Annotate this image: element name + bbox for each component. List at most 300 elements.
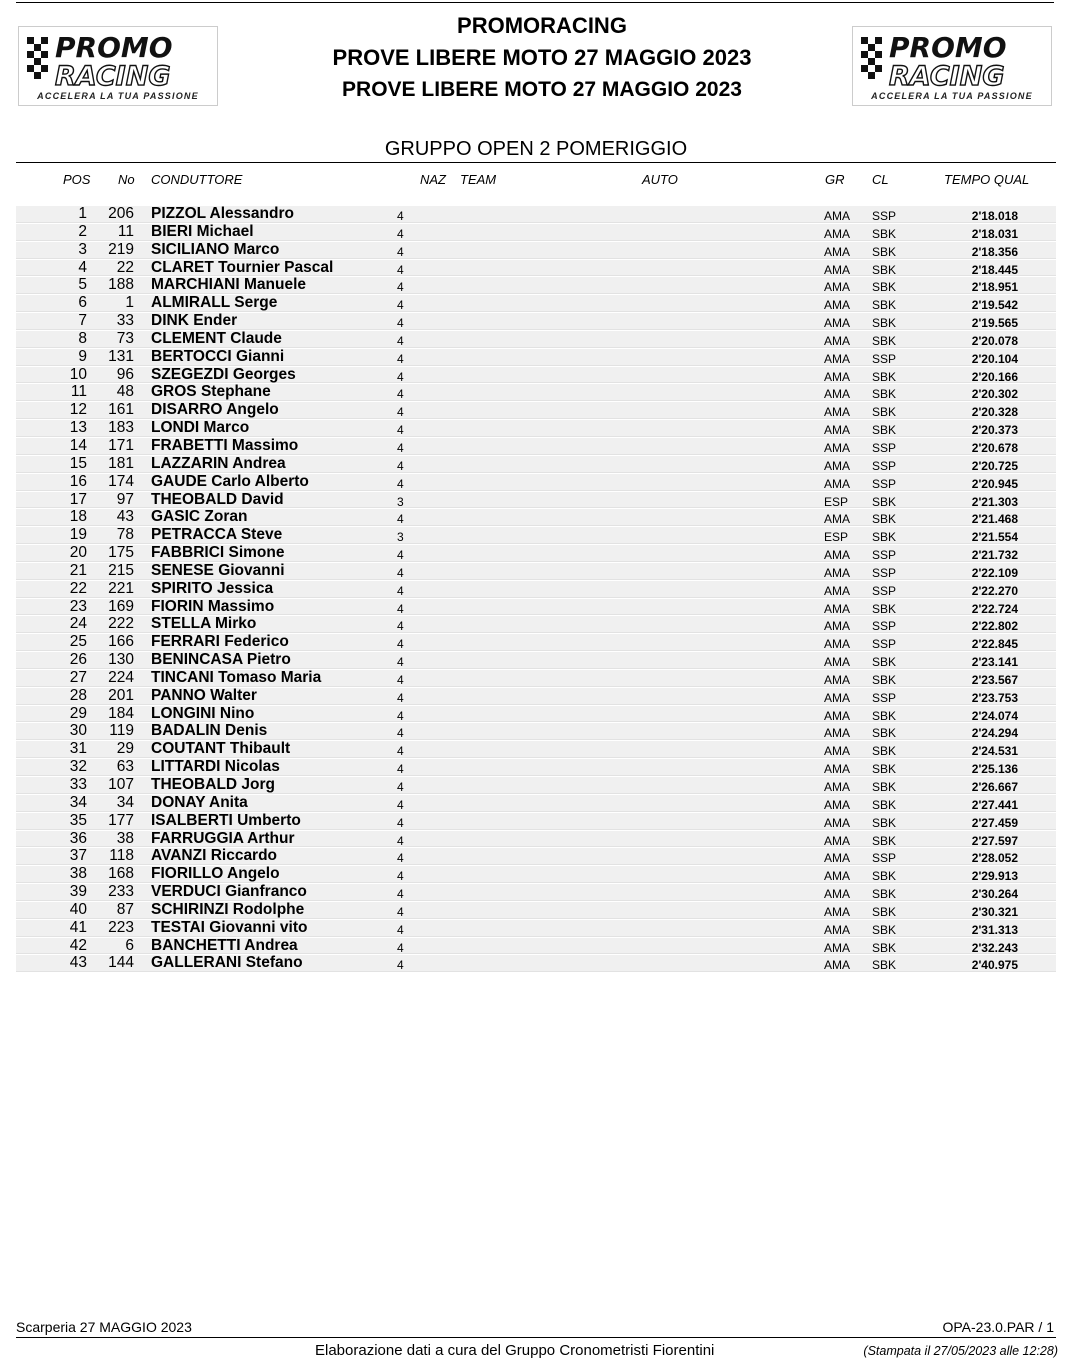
cell-naz: 4 xyxy=(397,369,404,384)
cell-driver: DISARRO Angelo xyxy=(151,401,279,419)
cell-pos: 13 xyxy=(69,419,87,437)
cell-gr: ESP xyxy=(824,494,849,509)
cell-gr: AMA xyxy=(824,548,851,563)
cell-gr: AMA xyxy=(824,209,851,223)
cell-naz: 4 xyxy=(397,762,404,777)
cell-gr: AMA xyxy=(824,476,851,491)
cell-number: 166 xyxy=(108,633,134,651)
cell-pos: 21 xyxy=(69,561,87,579)
cell-naz: 4 xyxy=(397,583,404,598)
cell-number: 222 xyxy=(108,615,134,633)
cell-pos: 37 xyxy=(69,847,87,865)
table-row xyxy=(16,740,1056,758)
cell-naz: 4 xyxy=(397,209,404,223)
cell-time: 2'21.554 xyxy=(971,530,1018,545)
table-row xyxy=(16,722,1056,740)
cell-time: 2'21.732 xyxy=(971,548,1018,563)
table-row xyxy=(16,687,1056,705)
cell-naz: 4 xyxy=(397,797,404,812)
cell-cl: SBK xyxy=(872,958,897,973)
print-timestamp: (Stampata il 27/05/2023 alle 12:28) xyxy=(863,1344,1058,1358)
event-organizer-title: PROMORACING xyxy=(457,13,627,38)
cell-driver: FERRARI Federico xyxy=(151,633,289,651)
cell-naz: 4 xyxy=(397,351,404,366)
cell-driver: THEOBALD David xyxy=(151,490,284,508)
col-header-cl: CL xyxy=(872,172,889,187)
cell-gr: AMA xyxy=(824,940,851,955)
document-code: OPA-23.0.PAR / 1 xyxy=(942,1319,1054,1335)
timing-credit: Elaborazione dati a cura del Gruppo Cronometristi Fiorentini xyxy=(315,1342,715,1359)
cell-gr: AMA xyxy=(824,637,851,652)
cell-time: 2'32.243 xyxy=(971,940,1018,955)
table-row xyxy=(16,901,1056,919)
cell-time: 2'21.303 xyxy=(971,494,1018,509)
cell-number: 201 xyxy=(108,686,134,704)
cell-driver: GALLERANI Stefano xyxy=(151,954,303,972)
table-row xyxy=(16,562,1056,580)
cell-number: 119 xyxy=(109,722,134,740)
cell-time: 2'31.313 xyxy=(971,922,1018,937)
cell-pos: 2 xyxy=(78,222,87,240)
logo-word-racing: RACING xyxy=(55,61,171,92)
cell-time: 2'22.724 xyxy=(971,601,1018,616)
col-header-driver: CONDUTTORE xyxy=(151,172,243,187)
cell-pos: 9 xyxy=(78,347,87,365)
cell-cl: SSP xyxy=(872,458,897,473)
cell-number: 174 xyxy=(108,472,134,490)
cell-driver: PETRACCA Steve xyxy=(151,526,283,544)
cell-gr: AMA xyxy=(824,601,851,616)
cell-time: 2'18.445 xyxy=(971,262,1018,277)
cell-number: 181 xyxy=(108,454,134,472)
cell-cl: SBK xyxy=(872,262,897,277)
promoracing-logo-right xyxy=(852,26,1052,106)
cell-cl: SBK xyxy=(872,815,897,830)
cell-number: 22 xyxy=(116,258,134,276)
cell-driver: BERTOCCI Gianni xyxy=(151,347,285,365)
cell-number: 171 xyxy=(108,436,134,454)
cell-gr: AMA xyxy=(824,583,851,598)
cell-driver: GAUDE Carlo Alberto xyxy=(151,472,309,490)
cell-pos: 3 xyxy=(78,240,87,258)
col-header-naz: NAZ xyxy=(420,172,446,187)
cell-number: 29 xyxy=(116,740,134,758)
cell-cl: SBK xyxy=(872,298,897,313)
cell-number: 144 xyxy=(108,954,134,972)
cell-cl: SSP xyxy=(872,637,897,652)
cell-cl: SBK xyxy=(872,797,897,812)
cell-naz: 4 xyxy=(397,922,404,937)
col-header-time: TEMPO QUAL xyxy=(944,172,1030,187)
cell-driver: THEOBALD Jorg xyxy=(151,776,275,793)
cell-pos: 28 xyxy=(69,686,87,704)
table-row xyxy=(16,883,1056,901)
cell-time: 2'40.975 xyxy=(971,958,1018,973)
cell-cl: SBK xyxy=(872,762,897,777)
cell-time: 2'20.302 xyxy=(971,387,1018,402)
cell-cl: SBK xyxy=(872,601,897,616)
cell-driver: FARRUGGIA Arthur xyxy=(151,829,295,847)
cell-gr: AMA xyxy=(824,744,851,759)
logo-word-racing: RACING xyxy=(889,61,1005,92)
cell-driver: SCHIRINZI Rodolphe xyxy=(151,900,305,918)
cell-cl: SSP xyxy=(872,440,897,455)
cell-cl: SBK xyxy=(872,922,897,937)
logo-word-promo: PROMO xyxy=(889,31,1007,64)
cell-number: 43 xyxy=(116,508,134,526)
cell-pos: 27 xyxy=(69,668,87,686)
cell-pos: 4 xyxy=(78,258,87,276)
cell-pos: 42 xyxy=(69,936,87,954)
top-rule xyxy=(16,2,1054,3)
cell-naz: 4 xyxy=(397,637,404,652)
cell-gr: AMA xyxy=(824,904,851,919)
cell-gr: AMA xyxy=(824,922,851,937)
cell-time: 2'20.328 xyxy=(971,405,1018,420)
cell-time: 2'30.321 xyxy=(971,904,1018,919)
cell-naz: 4 xyxy=(397,280,404,295)
cell-number: 1 xyxy=(125,294,134,312)
cell-time: 2'20.104 xyxy=(971,351,1018,366)
cell-number: 215 xyxy=(108,561,134,579)
cell-driver: TESTAI Giovanni vito xyxy=(151,918,308,936)
cell-naz: 4 xyxy=(397,655,404,670)
cell-number: 223 xyxy=(108,918,134,936)
cell-naz: 4 xyxy=(397,851,404,866)
logo-word-promo: PROMO xyxy=(55,31,173,64)
cell-cl: SBK xyxy=(872,387,897,402)
cell-pos: 34 xyxy=(69,793,87,811)
cell-driver: CLARET Tournier Pascal xyxy=(151,258,334,276)
cell-driver: AVANZI Riccardo xyxy=(151,847,278,865)
cell-naz: 4 xyxy=(397,512,404,527)
cell-naz: 4 xyxy=(397,780,404,794)
cell-driver: PIZZOL Alessandro xyxy=(151,205,294,222)
cell-naz: 4 xyxy=(397,726,404,741)
cell-number: 177 xyxy=(108,811,134,829)
cell-cl: SBK xyxy=(872,780,897,794)
cell-gr: AMA xyxy=(824,387,851,402)
cell-driver: TINCANI Tomaso Maria xyxy=(151,668,322,686)
cell-time: 2'20.945 xyxy=(971,476,1018,491)
table-row xyxy=(16,312,1056,330)
cell-gr: AMA xyxy=(824,619,851,634)
cell-number: 219 xyxy=(108,240,134,258)
cell-pos: 10 xyxy=(69,365,87,383)
cell-gr: AMA xyxy=(824,440,851,455)
cell-cl: SBK xyxy=(872,494,897,509)
table-row xyxy=(16,919,1056,937)
cell-gr: AMA xyxy=(824,423,851,438)
cell-cl: SBK xyxy=(872,744,897,759)
cell-gr: AMA xyxy=(824,316,851,331)
cell-cl: SBK xyxy=(872,655,897,670)
cell-gr: ESP xyxy=(824,530,849,545)
cell-driver: DINK Ender xyxy=(151,312,238,330)
cell-number: 34 xyxy=(116,793,134,811)
table-row xyxy=(16,366,1056,384)
col-header-gr: GR xyxy=(825,172,845,187)
col-header-auto: AUTO xyxy=(642,172,678,187)
cell-time: 2'22.109 xyxy=(971,565,1018,580)
table-row xyxy=(16,705,1056,723)
cell-naz: 4 xyxy=(397,548,404,563)
cell-naz: 4 xyxy=(397,672,404,687)
cell-pos: 17 xyxy=(69,490,87,508)
results-table xyxy=(16,205,1056,972)
cell-time: 2'22.270 xyxy=(971,583,1018,598)
table-row xyxy=(16,865,1056,883)
cell-naz: 4 xyxy=(397,458,404,473)
cell-number: 97 xyxy=(116,490,134,508)
cell-pos: 40 xyxy=(69,900,87,918)
cell-number: 107 xyxy=(108,776,134,793)
cell-gr: AMA xyxy=(824,958,851,973)
table-row xyxy=(16,473,1056,491)
cell-gr: AMA xyxy=(824,833,851,848)
cell-pos: 7 xyxy=(78,312,87,330)
cell-number: 73 xyxy=(116,329,134,347)
cell-driver: GASIC Zoran xyxy=(151,508,248,526)
cell-driver: BADALIN Denis xyxy=(151,722,268,740)
cell-cl: SBK xyxy=(872,940,897,955)
cell-naz: 4 xyxy=(397,262,404,277)
cell-driver: SZEGEZDI Georges xyxy=(151,365,296,383)
cell-driver: SENESE Giovanni xyxy=(151,561,285,579)
cell-pos: 5 xyxy=(78,276,87,294)
cell-gr: AMA xyxy=(824,458,851,473)
cell-pos: 19 xyxy=(69,526,87,544)
cell-cl: SBK xyxy=(872,316,897,331)
cell-gr: AMA xyxy=(824,333,851,348)
cell-naz: 4 xyxy=(397,316,404,331)
table-row xyxy=(16,580,1056,598)
table-row xyxy=(16,598,1056,616)
promoracing-logo-left xyxy=(18,26,218,106)
cell-naz: 4 xyxy=(397,833,404,848)
cell-time: 2'27.597 xyxy=(971,833,1018,848)
location-date: Scarperia 27 MAGGIO 2023 xyxy=(16,1319,192,1335)
table-row xyxy=(16,401,1056,419)
cell-time: 2'18.356 xyxy=(971,244,1018,259)
group-title: GRUPPO OPEN 2 POMERIGGIO xyxy=(384,138,688,160)
cell-pos: 39 xyxy=(69,883,87,901)
cell-number: 48 xyxy=(116,383,134,401)
cell-pos: 8 xyxy=(78,329,87,347)
col-header-pos: POS xyxy=(63,172,91,187)
cell-time: 2'18.018 xyxy=(971,209,1018,223)
cell-naz: 4 xyxy=(397,815,404,830)
table-row xyxy=(16,205,1056,223)
table-row xyxy=(16,259,1056,277)
group-rule xyxy=(16,162,1056,163)
cell-naz: 3 xyxy=(397,530,404,545)
table-row xyxy=(16,544,1056,562)
cell-naz: 4 xyxy=(397,690,404,705)
cell-naz: 4 xyxy=(397,333,404,348)
cell-pos: 41 xyxy=(69,918,87,936)
cell-number: 168 xyxy=(108,865,134,883)
cell-number: 130 xyxy=(108,651,134,669)
logo-tagline: ACCELERA LA TUA PASSIONE xyxy=(871,91,1033,101)
cell-number: 188 xyxy=(108,276,134,294)
cell-time: 2'20.078 xyxy=(971,333,1018,348)
cell-pos: 30 xyxy=(69,722,87,740)
cell-driver: SPIRITO Jessica xyxy=(151,579,274,597)
cell-driver: MARCHIANI Manuele xyxy=(151,276,307,294)
table-row xyxy=(16,794,1056,812)
cell-driver: BIERI Michael xyxy=(151,222,254,240)
cell-gr: AMA xyxy=(824,351,851,366)
cell-cl: SSP xyxy=(872,851,897,866)
cell-time: 2'22.845 xyxy=(971,637,1018,652)
table-row xyxy=(16,223,1056,241)
cell-cl: SBK xyxy=(872,280,897,295)
cell-naz: 4 xyxy=(397,476,404,491)
cell-pos: 43 xyxy=(69,954,87,972)
cell-gr: AMA xyxy=(824,262,851,277)
table-row xyxy=(16,937,1056,955)
cell-cl: SBK xyxy=(872,887,897,902)
cell-cl: SSP xyxy=(872,583,897,598)
cell-driver: GROS Stephane xyxy=(151,383,271,401)
cell-pos: 12 xyxy=(69,401,87,419)
cell-driver: ALMIRALL Serge xyxy=(151,294,278,312)
cell-driver: BENINCASA Pietro xyxy=(151,651,291,669)
cell-cl: SBK xyxy=(872,423,897,438)
cell-gr: AMA xyxy=(824,815,851,830)
cell-number: 118 xyxy=(109,847,134,865)
cell-time: 2'21.468 xyxy=(971,512,1018,527)
cell-gr: AMA xyxy=(824,708,851,723)
cell-pos: 36 xyxy=(69,829,87,847)
cell-cl: SSP xyxy=(872,548,897,563)
cell-pos: 35 xyxy=(69,811,87,829)
cell-time: 2'24.531 xyxy=(971,744,1018,759)
table-row xyxy=(16,776,1056,794)
cell-number: 131 xyxy=(108,347,134,365)
table-row xyxy=(16,437,1056,455)
cell-pos: 14 xyxy=(69,436,87,454)
cell-driver: VERDUCI Gianfranco xyxy=(151,883,307,901)
cell-cl: SSP xyxy=(872,351,897,366)
cell-driver: STELLA Mirko xyxy=(151,615,257,633)
cell-gr: AMA xyxy=(824,690,851,705)
cell-naz: 4 xyxy=(397,423,404,438)
cell-cl: SBK xyxy=(872,530,897,545)
cell-time: 2'28.052 xyxy=(971,851,1018,866)
cell-gr: AMA xyxy=(824,797,851,812)
cell-cl: SBK xyxy=(872,672,897,687)
table-row xyxy=(16,276,1056,294)
cell-number: 221 xyxy=(108,579,134,597)
cell-time: 2'29.913 xyxy=(971,869,1018,884)
event-subtitle: PROVE LIBERE MOTO 27 MAGGIO 2023 xyxy=(332,45,752,70)
cell-number: 224 xyxy=(108,668,134,686)
footer-rule xyxy=(16,1337,1056,1338)
cell-naz: 4 xyxy=(397,244,404,259)
cell-time: 2'23.567 xyxy=(971,672,1018,687)
cell-driver: LONGINI Nino xyxy=(151,704,255,722)
cell-naz: 4 xyxy=(397,744,404,759)
cell-driver: FIORILLO Angelo xyxy=(151,865,280,883)
cell-naz: 4 xyxy=(397,887,404,902)
cell-number: 183 xyxy=(108,419,134,437)
cell-gr: AMA xyxy=(824,726,851,741)
cell-number: 233 xyxy=(108,883,134,901)
cell-pos: 24 xyxy=(69,615,87,633)
cell-gr: AMA xyxy=(824,887,851,902)
cell-gr: AMA xyxy=(824,851,851,866)
cell-driver: PANNO Walter xyxy=(151,686,257,704)
cell-number: 161 xyxy=(108,401,134,419)
cell-number: 96 xyxy=(116,365,134,383)
cell-time: 2'20.678 xyxy=(971,440,1018,455)
table-row xyxy=(16,526,1056,544)
cell-cl: SBK xyxy=(872,244,897,259)
cell-cl: SBK xyxy=(872,869,897,884)
cell-cl: SBK xyxy=(872,904,897,919)
cell-pos: 23 xyxy=(69,597,87,615)
cell-gr: AMA xyxy=(824,762,851,777)
cell-cl: SBK xyxy=(872,726,897,741)
cell-gr: AMA xyxy=(824,244,851,259)
cell-naz: 4 xyxy=(397,940,404,955)
cell-pos: 38 xyxy=(69,865,87,883)
cell-time: 2'20.373 xyxy=(971,423,1018,438)
cell-gr: AMA xyxy=(824,298,851,313)
cell-time: 2'20.166 xyxy=(971,369,1018,384)
cell-number: 87 xyxy=(116,900,134,918)
cell-number: 184 xyxy=(108,704,134,722)
cell-time: 2'26.667 xyxy=(971,780,1018,794)
cell-cl: SBK xyxy=(872,708,897,723)
cell-time: 2'19.542 xyxy=(971,298,1018,313)
cell-naz: 4 xyxy=(397,601,404,616)
cell-time: 2'23.141 xyxy=(971,655,1018,670)
cell-cl: SBK xyxy=(872,333,897,348)
cell-naz: 4 xyxy=(397,904,404,919)
cell-time: 2'23.753 xyxy=(971,690,1018,705)
cell-time: 2'27.459 xyxy=(971,815,1018,830)
cell-driver: SICILIANO Marco xyxy=(151,240,280,258)
cell-naz: 4 xyxy=(397,565,404,580)
cell-number: 38 xyxy=(116,829,134,847)
cell-cl: SBK xyxy=(872,226,897,241)
col-header-no: No xyxy=(118,172,135,187)
table-row xyxy=(16,954,1056,972)
cell-pos: 29 xyxy=(69,704,87,722)
cell-gr: AMA xyxy=(824,672,851,687)
cell-driver: FABBRICI Simone xyxy=(151,544,285,562)
table-row xyxy=(16,651,1056,669)
table-row xyxy=(16,847,1056,865)
cell-cl: SBK xyxy=(872,833,897,848)
cell-cl: SSP xyxy=(872,619,897,634)
cell-driver: ISALBERTI Umberto xyxy=(151,811,301,829)
cell-gr: AMA xyxy=(824,512,851,527)
cell-cl: SSP xyxy=(872,476,897,491)
cell-pos: 33 xyxy=(69,776,87,793)
cell-driver: COUTANT Thibault xyxy=(151,740,291,758)
cell-number: 78 xyxy=(116,526,134,544)
cell-cl: SSP xyxy=(872,565,897,580)
cell-time: 2'27.441 xyxy=(971,797,1018,812)
cell-gr: AMA xyxy=(824,565,851,580)
cell-pos: 26 xyxy=(69,651,87,669)
cell-driver: LAZZARIN Andrea xyxy=(151,454,286,472)
cell-pos: 31 xyxy=(69,740,87,758)
